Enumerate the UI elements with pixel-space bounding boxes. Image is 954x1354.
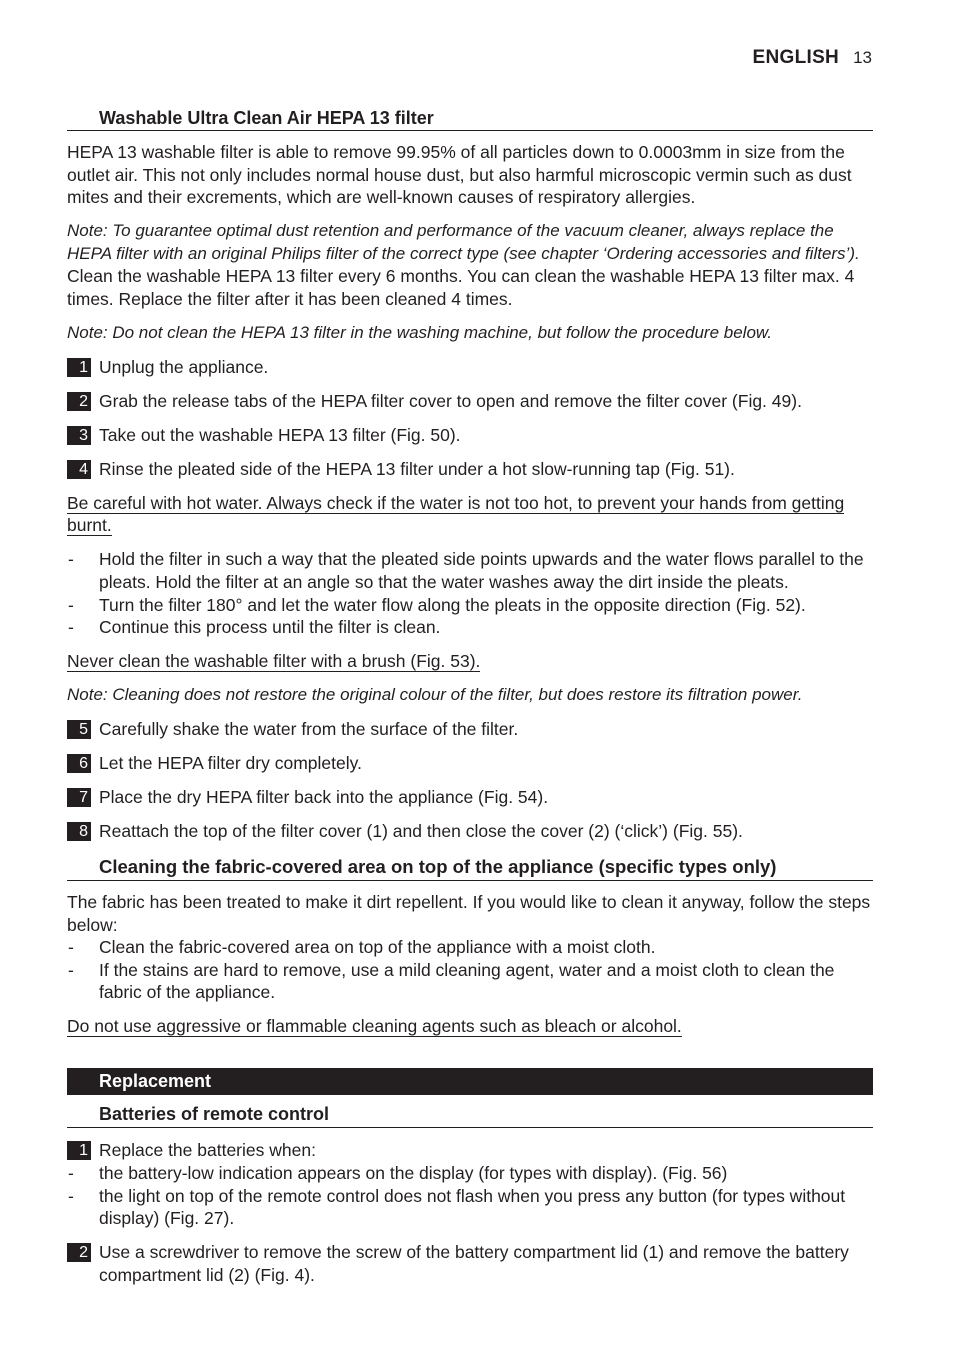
- step-text: Reattach the top of the filter cover (1) and then close the cover (2) (‘click’) (Fig. 55).: [99, 821, 743, 842]
- step-6: [67, 752, 873, 775]
- step-text: Grab the release tabs of the HEPA filter cover to open and remove the filter cover (Fig. 49).: [99, 390, 802, 411]
- hepa-note-2: Note: Do not clean the HEPA 13 filter in the washing machine, but follow the procedure below.: [67, 322, 772, 342]
- step-8: [67, 820, 873, 843]
- step-5: [67, 718, 873, 741]
- step-text: Place the dry HEPA filter back into the appliance (Fig. 54).: [99, 787, 549, 808]
- warning-text: Do not use aggressive or flammable cleaning agents such as bleach or alcohol.: [67, 1016, 682, 1037]
- step-1: [67, 356, 873, 379]
- warning-hot-water: [67, 492, 873, 537]
- list-item: - Clean the fabric-covered area on top of the appliance with a moist cloth.: [67, 936, 873, 959]
- section-title-fabric: Cleaning the fabric-covered area on top of the appliance (specific types only): [67, 854, 873, 881]
- warning-text: Never clean the washable filter with a brush (Fig. 53).: [67, 651, 481, 672]
- step-text: Take out the washable HEPA 13 filter (Fig. 50).: [99, 424, 461, 445]
- step-number: 5: [67, 720, 91, 739]
- list-item: - the battery-low indication appears on the display (for types with display). (Fig. 56): [67, 1162, 873, 1185]
- step-text: Let the HEPA filter dry completely.: [99, 753, 362, 774]
- step-2: [67, 390, 873, 413]
- step-7: [67, 786, 873, 809]
- section-title-batteries: Batteries of remote control: [67, 1101, 873, 1128]
- chapter-title-replacement: Replacement: [67, 1068, 873, 1095]
- warning-text: Be careful with hot water. Always check if the water is not too hot, to prevent your hands from getting burnt.: [67, 492, 845, 536]
- language-label: ENGLISH: [752, 47, 840, 68]
- step-number: 2: [67, 1243, 91, 1262]
- list-item: - Continue this process until the filter is clean.: [67, 616, 873, 639]
- replacement-bullet-list: [67, 1162, 873, 1230]
- hepa-note-1: Note: To guarantee optimal dust retention and performance of the vacuum cleaner, always replace the HEPA filter with an original Philips filter of the correct type (see chapter ‘Ordering accessories and filters’).: [67, 221, 860, 263]
- fabric-bullet-list: [67, 936, 873, 1004]
- list-item: - Hold the filter in such a way that the pleated side points upwards and the water flows parallel to the pleats. Hold the filter at an angle so that the water washes away the dirt inside the pleats.: [67, 548, 873, 593]
- step-number: 1: [67, 358, 91, 377]
- list-item: - the light on top of the remote control does not flash when you press any button (for types without display) (Fig. 27).: [67, 1185, 873, 1230]
- fabric-intro: The fabric has been treated to make it dirt repellent. If you would like to clean it anyway, follow the steps below:: [67, 892, 871, 935]
- page-content: [67, 44, 873, 1286]
- step-text: Carefully shake the water from the surface of the filter.: [99, 719, 519, 740]
- warning-cleaning-agents: [67, 1015, 873, 1038]
- replacement-step-1: [67, 1139, 873, 1162]
- step-number: 4: [67, 460, 91, 479]
- list-item: - If the stains are hard to remove, use a mild cleaning agent, water and a moist cloth to clean the fabric of the appliance.: [67, 959, 873, 1004]
- hepa-note-3: Note: Cleaning does not restore the original colour of the filter, but does restore its filtration power.: [67, 685, 803, 705]
- list-item: - Turn the filter 180° and let the water flow along the pleats in the opposite direction (Fig. 52).: [67, 594, 873, 617]
- warning-no-brush: [67, 650, 873, 673]
- step-text: Replace the batteries when:: [99, 1140, 316, 1161]
- hepa-bullet-list: [67, 548, 873, 638]
- step-number: 7: [67, 788, 91, 807]
- step-number: 6: [67, 754, 91, 773]
- step-text: Unplug the appliance.: [99, 356, 269, 377]
- step-4: [67, 458, 873, 481]
- step-number: 2: [67, 392, 91, 411]
- step-number: 8: [67, 822, 91, 841]
- page-number: 13: [853, 48, 872, 67]
- hepa-clean-text: Clean the washable HEPA 13 filter every 6 months. You can clean the washable HEPA 13 filter max. 4 times. Replace the filter after it has been cleaned 4 times.: [67, 266, 855, 309]
- step-text: Use a screwdriver to remove the screw of the battery compartment lid (1) and remove the battery compartment lid (2) (Fig. 4).: [99, 1242, 849, 1285]
- replacement-step-2: [67, 1241, 873, 1286]
- step-text: Rinse the pleated side of the HEPA 13 filter under a hot slow-running tap (Fig. 51).: [99, 458, 735, 479]
- hepa-intro: HEPA 13 washable filter is able to remove 99.95% of all particles down to 0.0003mm in size from the outlet air. This not only includes normal house dust, but also harmful microscopic vermin such as dust mites and their excrements, which are well-known causes of respiratory allergies.: [67, 142, 852, 208]
- step-number: 1: [67, 1141, 91, 1160]
- step-number: 3: [67, 426, 91, 445]
- step-3: [67, 424, 873, 447]
- section-title-hepa: Washable Ultra Clean Air HEPA 13 filter: [67, 106, 873, 131]
